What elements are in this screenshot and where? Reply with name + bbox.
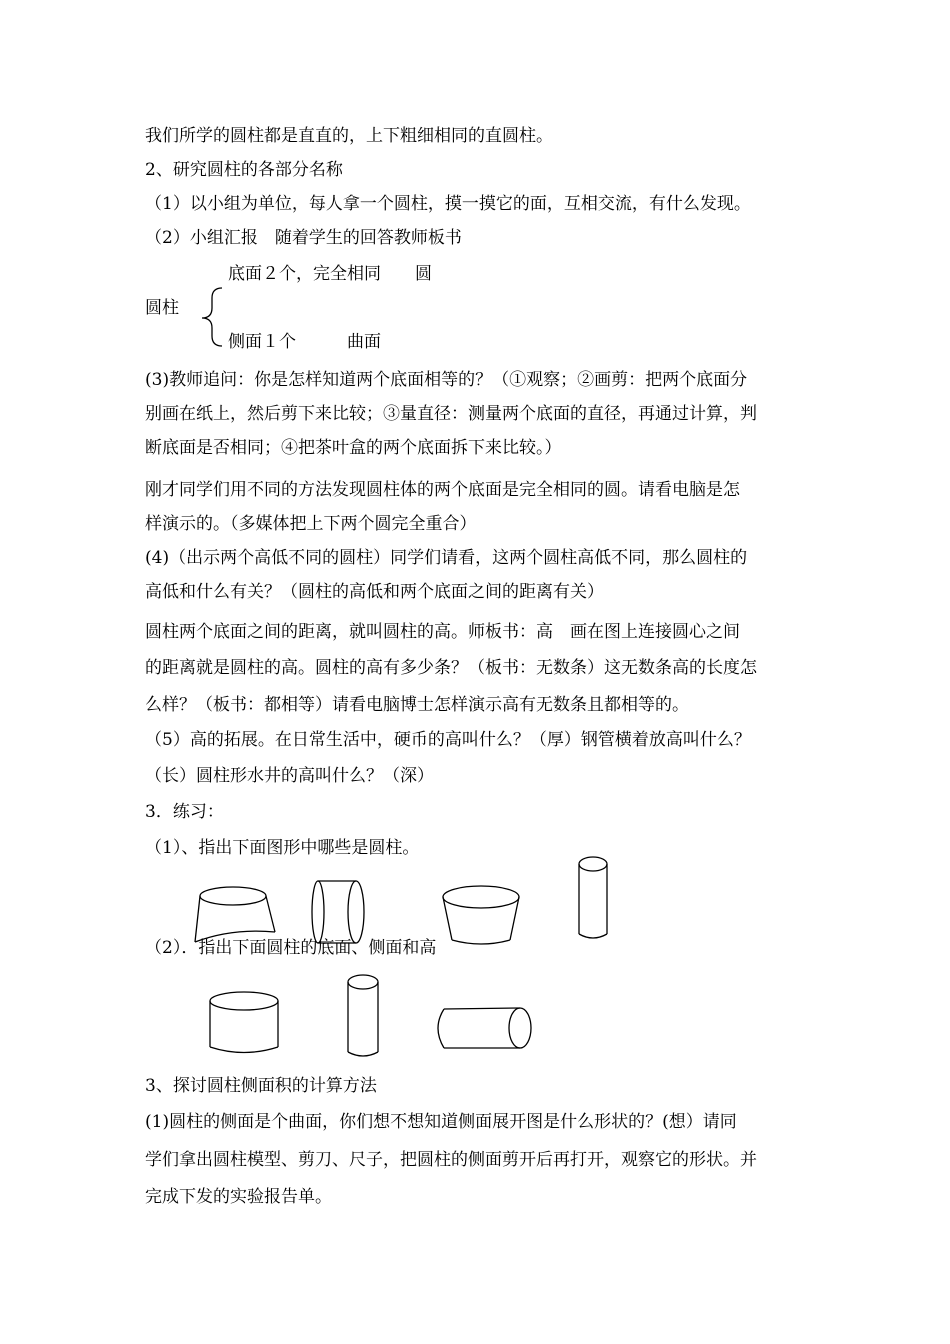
paragraph: 别画在纸上，然后剪下来比较；③量直径：测量两个底面的直径，再通过计算，判 <box>145 404 757 424</box>
cylinder-horizontal <box>438 1008 531 1048</box>
paragraph: 样演示的。（多媒体把上下两个圆完全重合） <box>145 514 477 534</box>
exercise-prompt: （2）．指出下面圆柱的底面、侧面和高 <box>145 938 437 958</box>
paragraph: 刚才同学们用不同的方法发现圆柱体的两个底面是完全相同的圆。请看电脑是怎 <box>145 480 740 500</box>
paragraph: 圆柱两个底面之间的距离，就叫圆柱的高。师板书：高 画在图上连接圆心之间 <box>145 622 740 642</box>
exercise-prompt: （1）、指出下面图形中哪些是圆柱。 <box>145 838 420 858</box>
paragraph: 高低和什么有关？（圆柱的高低和两个底面之间的距离有关） <box>145 582 604 602</box>
paragraph: 么样？（板书：都相等）请看电脑博士怎样演示高有无数条且都相等的。 <box>145 695 689 715</box>
cylinder-short-wide <box>210 992 278 1053</box>
shape-frustum-narrow-top <box>195 887 275 942</box>
paragraph: (1)圆柱的侧面是个曲面，你们想不想知道侧面展开图是什么形状的？(想）请同 <box>145 1112 737 1132</box>
shape-frustum-wide-top <box>443 886 519 944</box>
board-label: 圆柱 <box>145 298 179 318</box>
section-heading: 3．练习： <box>145 802 224 822</box>
cylinder-tall-narrow <box>348 975 378 1056</box>
paragraph: （2）小组汇报 随着学生的回答教师板书 <box>145 228 462 248</box>
section-heading: 2、研究圆柱的各部分名称 <box>145 160 343 180</box>
shape-cylinder-tall <box>579 857 607 938</box>
paragraph: 的距离就是圆柱的高。圆柱的高有多少条？（板书：无数条）这无数条高的长度怎 <box>145 658 757 678</box>
paragraph: （5）高的拓展。在日常生活中，硬币的高叫什么？（厚）钢管横着放高叫什么？ <box>145 730 751 750</box>
paragraph: (3)教师追问：你是怎样知道两个底面相等的？（①观察；②画剪：把两个底面分 <box>145 370 748 390</box>
shape-cylinder-lying <box>312 881 364 943</box>
section-heading: 3、探讨圆柱侧面积的计算方法 <box>145 1076 377 1096</box>
paragraph: 学们拿出圆柱模型、剪刀、尺子，把圆柱的侧面剪开后再打开，观察它的形状。并 <box>145 1150 757 1170</box>
paragraph: 断底面是否相同；④把茶叶盒的两个底面拆下来比较。） <box>145 438 562 458</box>
board-row-base: 底面２个，完全相同 圆 <box>228 264 432 284</box>
curly-brace <box>202 288 222 346</box>
paragraph: (4)（出示两个高低不同的圆柱）同学们请看，这两个圆柱高低不同，那么圆柱的 <box>145 548 748 568</box>
paragraph: （1）以小组为单位，每人拿一个圆柱，摸一摸它的面，互相交流，有什么发现。 <box>145 194 751 214</box>
paragraph: （长）圆柱形水井的高叫什么？（深） <box>145 766 434 786</box>
board-row-side: 侧面１个 曲面 <box>228 332 381 352</box>
paragraph: 我们所学的圆柱都是直直的，上下粗细相同的直圆柱。 <box>145 126 553 146</box>
paragraph: 完成下发的实验报告单。 <box>145 1187 332 1207</box>
